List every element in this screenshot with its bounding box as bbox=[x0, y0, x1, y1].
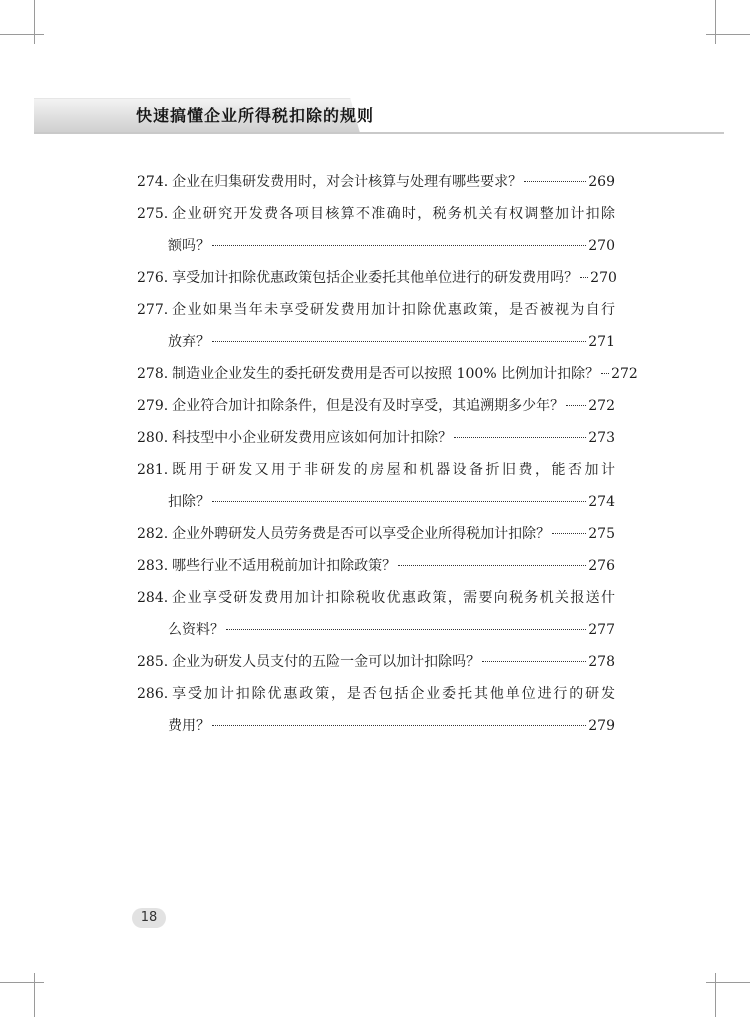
toc-entry-title: 科技型中小企业研发费用应该如何加计扣除？ bbox=[172, 430, 453, 446]
toc-entry-line bbox=[137, 710, 615, 742]
toc-entry-number: 282. bbox=[137, 526, 169, 542]
crop-mark-bottom-left-vertical bbox=[34, 973, 35, 1017]
toc-entry-title: 享受加计扣除优惠政策包括企业委托其他单位进行的研发费用吗？ bbox=[172, 270, 579, 286]
toc-entry-title: 额吗？ bbox=[168, 238, 210, 254]
toc-entry-number: 276. bbox=[137, 270, 169, 286]
dot-leader bbox=[524, 180, 586, 182]
toc-page-ref: 270 bbox=[588, 238, 615, 254]
toc-page-ref: 270 bbox=[590, 270, 617, 286]
toc-entry-number: 283. bbox=[137, 558, 169, 574]
dot-leader bbox=[482, 660, 586, 662]
toc-entry-title: 企业外聘研发人员劳务费是否可以享受企业所得税加计扣除？ bbox=[172, 526, 551, 542]
toc-page-ref: 272 bbox=[611, 366, 638, 382]
toc-entry-title: 企业研究开发费各项目核算不准确时，税务机关有权调整加计扣除 bbox=[172, 206, 615, 222]
toc-entry-title: 企业如果当年未享受研发费用加计扣除优惠政策，是否被视为自行 bbox=[172, 302, 615, 318]
table-of-contents bbox=[137, 166, 638, 742]
toc-entry-number: 281. bbox=[137, 462, 169, 478]
toc-entry-line bbox=[137, 422, 615, 454]
toc-entry[interactable] bbox=[137, 390, 615, 422]
toc-entry-line bbox=[137, 614, 615, 646]
crop-mark-top-right-vertical bbox=[715, 0, 716, 44]
toc-entry-line bbox=[137, 678, 615, 710]
toc-entry-title: 既用于研发又用于非研发的房屋和机器设备折旧费，能否加计 bbox=[172, 462, 615, 478]
toc-page-ref: 272 bbox=[588, 398, 615, 414]
toc-entry[interactable] bbox=[137, 422, 615, 454]
dot-leader bbox=[212, 244, 586, 246]
toc-entry-line bbox=[137, 550, 615, 582]
toc-page-ref: 276 bbox=[588, 558, 615, 574]
toc-entry[interactable] bbox=[137, 454, 615, 518]
toc-entry-line bbox=[137, 262, 615, 294]
toc-entry[interactable] bbox=[137, 358, 638, 390]
toc-entry-title: 扣除？ bbox=[168, 494, 210, 510]
toc-entry[interactable] bbox=[137, 198, 615, 262]
toc-entry-title: 制造业企业发生的委托研发费用是否可以按照 100% 比例加计扣除？ bbox=[172, 366, 600, 382]
toc-entry-number: 274. bbox=[137, 174, 169, 190]
toc-entry-number: 279. bbox=[137, 398, 169, 414]
crop-mark-bottom-right-vertical bbox=[715, 973, 716, 1017]
toc-page-ref: 279 bbox=[588, 718, 615, 734]
toc-entry[interactable] bbox=[137, 678, 615, 742]
dot-leader bbox=[212, 724, 586, 726]
toc-entry-title: 企业享受研发费用加计扣除税收优惠政策，需要向税务机关报送什 bbox=[172, 590, 615, 606]
toc-entry-line bbox=[137, 294, 615, 326]
toc-entry[interactable] bbox=[137, 518, 615, 550]
dot-leader bbox=[566, 404, 586, 406]
toc-entry-title: 享受加计扣除优惠政策，是否包括企业委托其他单位进行的研发 bbox=[172, 686, 615, 702]
page-number: 18 bbox=[132, 908, 166, 928]
toc-entry-title: 放弃？ bbox=[168, 334, 210, 350]
toc-entry[interactable] bbox=[137, 646, 615, 678]
toc-page-ref: 275 bbox=[588, 526, 615, 542]
toc-entry-line bbox=[137, 582, 615, 614]
dot-leader bbox=[212, 340, 586, 342]
toc-entry-title: 企业符合加计扣除条件，但是没有及时享受，其追溯期多少年？ bbox=[172, 398, 565, 414]
toc-entry-line bbox=[137, 454, 615, 486]
toc-page-ref: 273 bbox=[588, 430, 615, 446]
dot-leader bbox=[454, 436, 586, 438]
toc-entry-number: 285. bbox=[137, 654, 169, 670]
toc-entry[interactable] bbox=[137, 294, 615, 358]
toc-entry-line bbox=[137, 198, 615, 230]
dot-leader bbox=[580, 276, 588, 278]
dot-leader bbox=[398, 564, 586, 566]
toc-entry[interactable] bbox=[137, 550, 615, 582]
crop-mark-top-left-vertical bbox=[34, 0, 35, 44]
toc-entry[interactable] bbox=[137, 582, 615, 646]
dot-leader bbox=[601, 372, 609, 374]
header-rule bbox=[34, 132, 724, 134]
toc-entry-title: 么资料？ bbox=[168, 622, 224, 638]
toc-entry-line bbox=[137, 518, 615, 550]
toc-entry-line bbox=[137, 646, 615, 678]
toc-entry-line bbox=[137, 166, 615, 198]
dot-leader bbox=[212, 500, 586, 502]
toc-entry-number: 278. bbox=[137, 366, 169, 382]
toc-page-ref: 278 bbox=[588, 654, 615, 670]
toc-page-ref: 269 bbox=[588, 174, 615, 190]
toc-entry-title: 企业在归集研发费用时，对会计核算与处理有哪些要求？ bbox=[172, 174, 523, 190]
toc-entry-title: 企业为研发人员支付的五险一金可以加计扣除吗？ bbox=[172, 654, 481, 670]
toc-entry-number: 280. bbox=[137, 430, 169, 446]
crop-mark-top-right-horizontal bbox=[706, 34, 750, 35]
toc-entry-number: 286. bbox=[137, 686, 169, 702]
toc-entry-line bbox=[137, 486, 615, 518]
toc-entry-line bbox=[137, 230, 615, 262]
toc-entry-line bbox=[137, 326, 615, 358]
toc-entry-line bbox=[137, 358, 638, 390]
toc-page-ref: 271 bbox=[588, 334, 615, 350]
running-header-title: 快速搞懂企业所得税扣除的规则 bbox=[136, 106, 375, 125]
dot-leader bbox=[552, 532, 586, 534]
crop-mark-top-left-horizontal bbox=[0, 34, 44, 35]
toc-page-ref: 277 bbox=[588, 622, 615, 638]
crop-mark-bottom-left-horizontal bbox=[0, 982, 44, 983]
toc-entry-title: 费用？ bbox=[168, 718, 210, 734]
toc-page-ref: 274 bbox=[588, 494, 615, 510]
toc-entry-line bbox=[137, 390, 615, 422]
crop-mark-bottom-right-horizontal bbox=[706, 982, 750, 983]
dot-leader bbox=[226, 628, 586, 630]
toc-entry[interactable] bbox=[137, 166, 615, 198]
toc-entry-number: 277. bbox=[137, 302, 169, 318]
toc-entry-number: 275. bbox=[137, 206, 169, 222]
toc-entry-title: 哪些行业不适用税前加计扣除政策？ bbox=[172, 558, 397, 574]
toc-entry[interactable] bbox=[137, 262, 615, 294]
toc-entry-number: 284. bbox=[137, 590, 169, 606]
